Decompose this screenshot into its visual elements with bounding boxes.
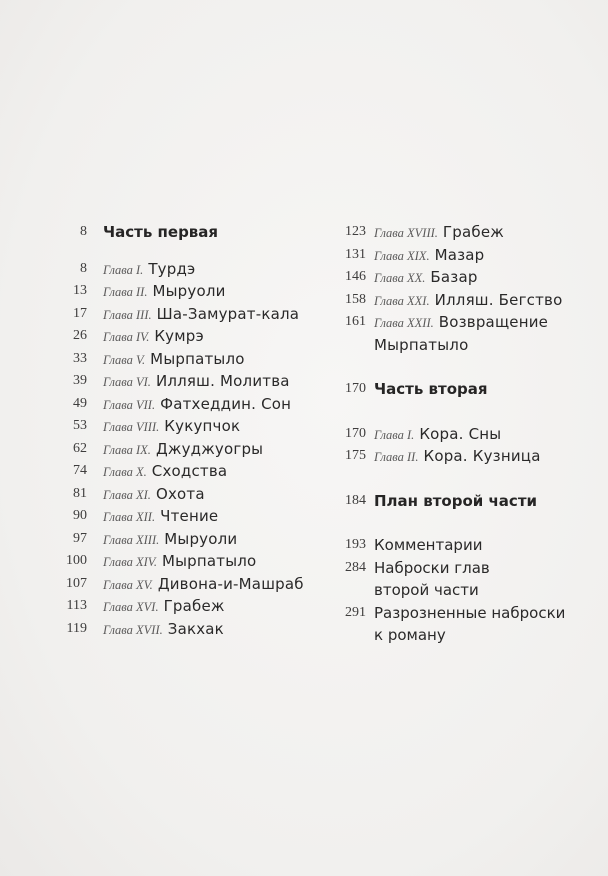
page-number: 33 [73, 350, 87, 366]
page-number: 100 [66, 553, 87, 568]
chapter-title: Чтение [160, 507, 219, 525]
toc-part-entry [318, 490, 608, 513]
chapter-title: Мыруоли [152, 282, 226, 300]
chapter-title-continuation: Мырпатыло [374, 335, 469, 354]
chapter-label: Глава XXI. [374, 293, 430, 308]
chapter-label: Глава XIV. [103, 555, 157, 569]
toc-section-entry [318, 602, 608, 625]
page-number: 107 [66, 575, 87, 591]
page-number: 26 [73, 328, 87, 343]
page-number: 97 [73, 530, 87, 546]
chapter-title: Мыруоли [164, 529, 238, 548]
page-number: 170 [345, 425, 366, 441]
page-number: 291 [345, 604, 366, 620]
toc-chapter-entry [318, 244, 608, 267]
toc-chapter-entry [318, 423, 608, 446]
page-number: 284 [345, 559, 366, 575]
chapter-label: Глава XXII. [374, 316, 434, 330]
page-number: 74 [73, 463, 87, 478]
chapter-title: Кумрэ [154, 327, 204, 345]
page-number: 158 [345, 291, 366, 307]
chapter-title: Дивона-и-Машраб [157, 574, 304, 593]
chapter-title: Охота [155, 484, 205, 503]
chapter-title: Илляш. Молитва [155, 372, 290, 390]
chapter-label: Глава XIX. [374, 248, 430, 263]
chapter-title: Кора. Кузница [423, 447, 541, 465]
toc-chapter-entry [40, 325, 330, 348]
toc-chapter-entry [40, 483, 330, 506]
chapter-label: Глава IV. [103, 330, 150, 344]
chapter-label: Глава II. [374, 450, 419, 464]
chapter-title: Мырпатыло [150, 349, 245, 368]
page-number: 131 [345, 246, 366, 262]
page-number: 146 [345, 269, 366, 284]
part-title: Часть вторая [374, 380, 488, 398]
chapter-title: Фатхеддин. Сон [160, 394, 292, 413]
toc-chapter-entry [40, 393, 330, 416]
part-title: Часть первая [103, 223, 219, 241]
chapter-title: Джуджуогры [155, 439, 264, 458]
page-number: 53 [73, 418, 87, 433]
chapter-title: Кукупчок [164, 417, 241, 435]
chapter-title: Сходства [151, 462, 228, 480]
toc-chapter-entry [40, 550, 330, 573]
page-number: 13 [73, 283, 87, 298]
toc-part-entry [318, 378, 608, 401]
toc-chapter-entry [40, 280, 330, 303]
chapter-label: Глава XIII. [103, 532, 160, 547]
toc-chapter-entry [318, 445, 608, 468]
toc-chapter-entry [318, 221, 608, 244]
section-title: Разрозненные наброски [374, 603, 566, 622]
chapter-label: Глава XVII. [103, 622, 163, 637]
toc-chapter-entry [40, 415, 330, 438]
page-number: 184 [345, 492, 366, 508]
chapter-label: Глава XVI. [103, 600, 159, 614]
toc-chapter-entry [40, 528, 330, 551]
page-number: 90 [73, 508, 87, 523]
chapter-title: Мазар [434, 245, 485, 264]
chapter-label: Глава XVIII. [374, 226, 438, 240]
chapter-label: Глава III. [103, 307, 152, 322]
page-number: 161 [345, 314, 366, 329]
toc-chapter-entry [40, 303, 330, 326]
page-number: 193 [345, 537, 366, 552]
part-title: План второй части [374, 491, 538, 510]
toc-chapter-entry [318, 266, 608, 289]
page-number: 81 [73, 485, 87, 501]
chapter-label: Глава VII. [103, 397, 156, 412]
toc-chapter-entry [40, 618, 330, 641]
chapter-label: Глава II. [103, 285, 148, 299]
chapter-label: Глава I. [374, 427, 415, 442]
page-number: 17 [73, 305, 87, 321]
chapter-title: Закхак [167, 619, 224, 638]
page-number: 123 [345, 224, 366, 239]
chapter-title: Кора. Сны [419, 424, 502, 443]
toc-section-entry [318, 534, 608, 557]
page-number: 170 [345, 381, 366, 396]
chapter-label: Глава XX. [374, 271, 426, 285]
section-title: Комментарии [374, 536, 483, 554]
toc-entry-continuation [318, 579, 608, 602]
page-number: 8 [80, 260, 87, 276]
section-title: Наброски глав [374, 558, 490, 577]
chapter-label: Глава X. [103, 465, 147, 479]
toc-chapter-entry [40, 258, 330, 281]
page-number: 8 [80, 224, 87, 239]
chapter-label: Глава IX. [103, 442, 151, 457]
toc-chapter-entry [40, 595, 330, 618]
toc-chapter-entry [40, 573, 330, 596]
toc-entry-continuation [318, 334, 608, 357]
toc-part-entry [40, 221, 330, 244]
chapter-label: Глава VI. [103, 375, 151, 389]
chapter-label: Глава I. [103, 262, 144, 277]
chapter-label: Глава XII. [103, 510, 156, 524]
toc-chapter-entry [40, 370, 330, 393]
page-number: 113 [66, 598, 87, 613]
page-number: 175 [345, 448, 366, 463]
toc-chapter-entry [318, 311, 608, 334]
toc-chapter-entry [40, 348, 330, 371]
chapter-label: Глава V. [103, 352, 146, 367]
toc-chapter-entry [40, 505, 330, 528]
chapter-label: Глава XV. [103, 577, 153, 592]
chapter-label: Глава XI. [103, 487, 151, 502]
chapter-title: Базар [430, 268, 478, 286]
chapter-title: Грабеж [442, 223, 504, 241]
chapter-title: Грабеж [163, 597, 225, 615]
toc-column-left [40, 221, 330, 640]
page-number: 119 [66, 620, 87, 636]
section-title-continuation: второй части [374, 581, 479, 599]
toc-section-entry [318, 557, 608, 580]
chapter-title: Ша-Замурат-кала [156, 304, 300, 323]
page-number: 39 [73, 373, 87, 388]
page-number: 49 [73, 395, 87, 411]
toc-chapter-entry [318, 289, 608, 312]
chapter-title: Турдэ [148, 259, 196, 278]
page-number: 62 [73, 440, 87, 456]
toc-chapter-entry [40, 460, 330, 483]
toc-chapter-entry [40, 438, 330, 461]
chapter-title: Мырпатыло [161, 552, 257, 570]
section-title-continuation: к роману [374, 626, 446, 644]
chapter-title: Илляш. Бегство [434, 290, 563, 309]
toc-entry-continuation [318, 624, 608, 647]
chapter-title: Возвращение [438, 313, 549, 331]
toc-column-right [318, 221, 608, 647]
chapter-label: Глава VIII. [103, 420, 160, 434]
